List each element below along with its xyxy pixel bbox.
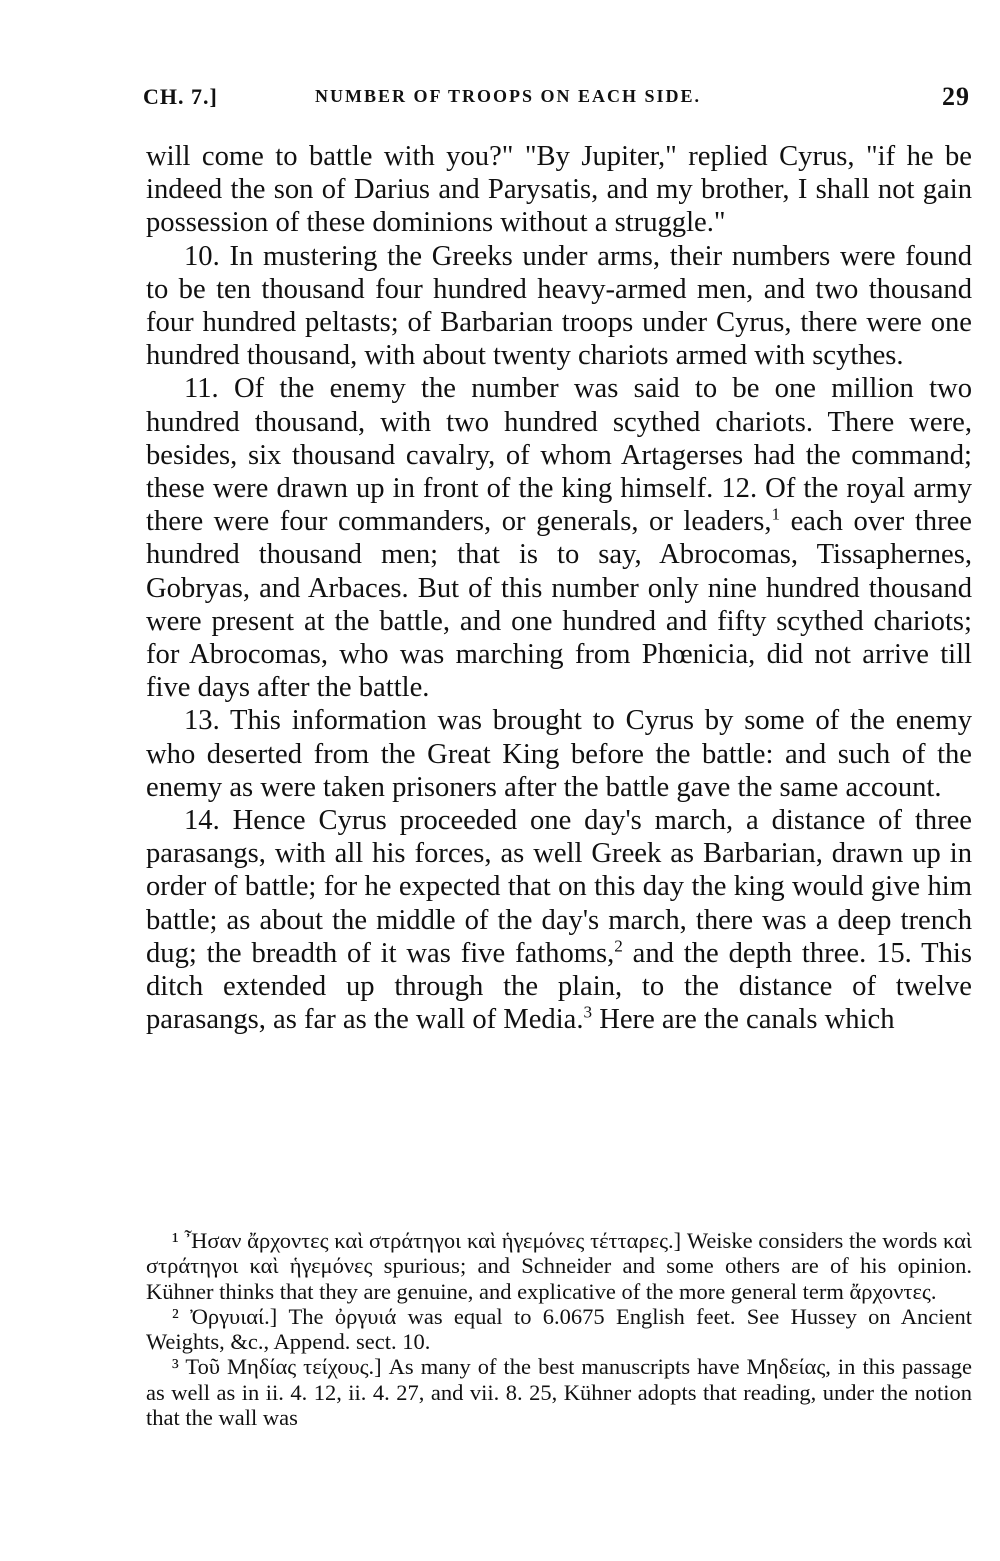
footnote-2: ² Ὀργυιαί.] The ὀργυιά was equal to 6.0675 English feet. See Hussey on Ancient Weights, &c., Append. sect. 10. bbox=[146, 1303, 972, 1355]
footnote-1: ¹ Ἦσαν ἄρχοντες καὶ στράτηγοι καὶ ἡγεμόνες τέτταρες.] Weiske considers the words καὶ στράτηγοι καὶ ἡγεμόνες spurious; and Schneider and some others are of his opinion. Kühner thinks that they are genuine, and explicative of the more general term ἄρχοντες. bbox=[146, 1228, 972, 1304]
running-title: NUMBER OF TROOPS ON EACH SIDE. bbox=[315, 86, 702, 106]
footnote-ref-3: 3 bbox=[583, 1002, 593, 1022]
paragraph-15-text: 15. This ditch extended up through the plain, to the distance of twelve parasangs, as far as the wall of Media. bbox=[146, 937, 972, 1036]
paragraph-15-cont: Here are the canals which bbox=[592, 1004, 895, 1036]
paragraph-12-text: 12. Of the royal army there were four commanders, or generals, or leaders, bbox=[146, 473, 972, 538]
chapter-label: CH. 7.] bbox=[143, 84, 218, 109]
main-text bbox=[146, 140, 972, 1036]
paragraph: will come to battle with you?" "By Jupiter," replied Cyrus, "if he be indeed the son of Darius and Parysatis, and my brother, I shall not gain possession of these dominions without a struggle." bbox=[146, 141, 972, 239]
paragraph-14-15 bbox=[146, 804, 972, 1036]
footnotes bbox=[146, 1228, 972, 1430]
paragraph-14-text: 14. Hence Cyrus proceeded one day's march, a distance of three parasangs, with all his forces, as well Greek as Barbarian, drawn up in order of battle; for he expected that on this day the king would give him battle; as about the middle of the day's march, there was a deep trench dug; the breadth of it was five fathoms, bbox=[146, 805, 972, 969]
paragraph-12-cont: each over three hundred thousand men; that is to say, Abrocomas, Tissaphernes, Gobryas, and Arbaces. But of this number only nine hundred thousand were present at the battle, and one hundred and fifty scythed chariots; for Abrocomas, who was marching from Phœnicia, did not arrive till five days after the battle. bbox=[146, 506, 972, 704]
paragraph-11-text: 11. Of the enemy the number was said to be one million two hundred thousand, with two hundred scythed chariots. There were, besides, six thousand cavalry, of whom Artagerses had the command; these were drawn up in front of the king himself. bbox=[146, 373, 972, 505]
paragraph-13: 13. This information was brought to Cyrus by some of the enemy who deserted from the Great King before the battle: and such of the enemy as were taken prisoners after the battle gave the same account. bbox=[146, 705, 972, 803]
paragraph-11-12 bbox=[146, 372, 972, 704]
footnote-ref-1: 1 bbox=[771, 504, 781, 524]
paragraph-10: 10. In mustering the Greeks under arms, their numbers were found to be ten thousand four hundred heavy-armed men, and two thousand four hundred peltasts; of Barbarian troops under Cyrus, there were one hundred thousand, with about twenty chariots armed with scythes. bbox=[146, 240, 972, 372]
paragraph-14-cont: and the depth three. bbox=[622, 937, 867, 969]
running-header bbox=[143, 84, 970, 118]
footnote-3: ³ Τοῦ Μηδίας τείχους.] As many of the best manuscripts have Μηδείας, in this passage as well as in ii. 4. 12, ii. 4. 27, and vii. 8. 25, Kühner adopts that reading, under the notion that the wall was bbox=[146, 1354, 972, 1431]
page-number: 29 bbox=[942, 82, 970, 111]
footnote-ref-2: 2 bbox=[614, 936, 623, 956]
